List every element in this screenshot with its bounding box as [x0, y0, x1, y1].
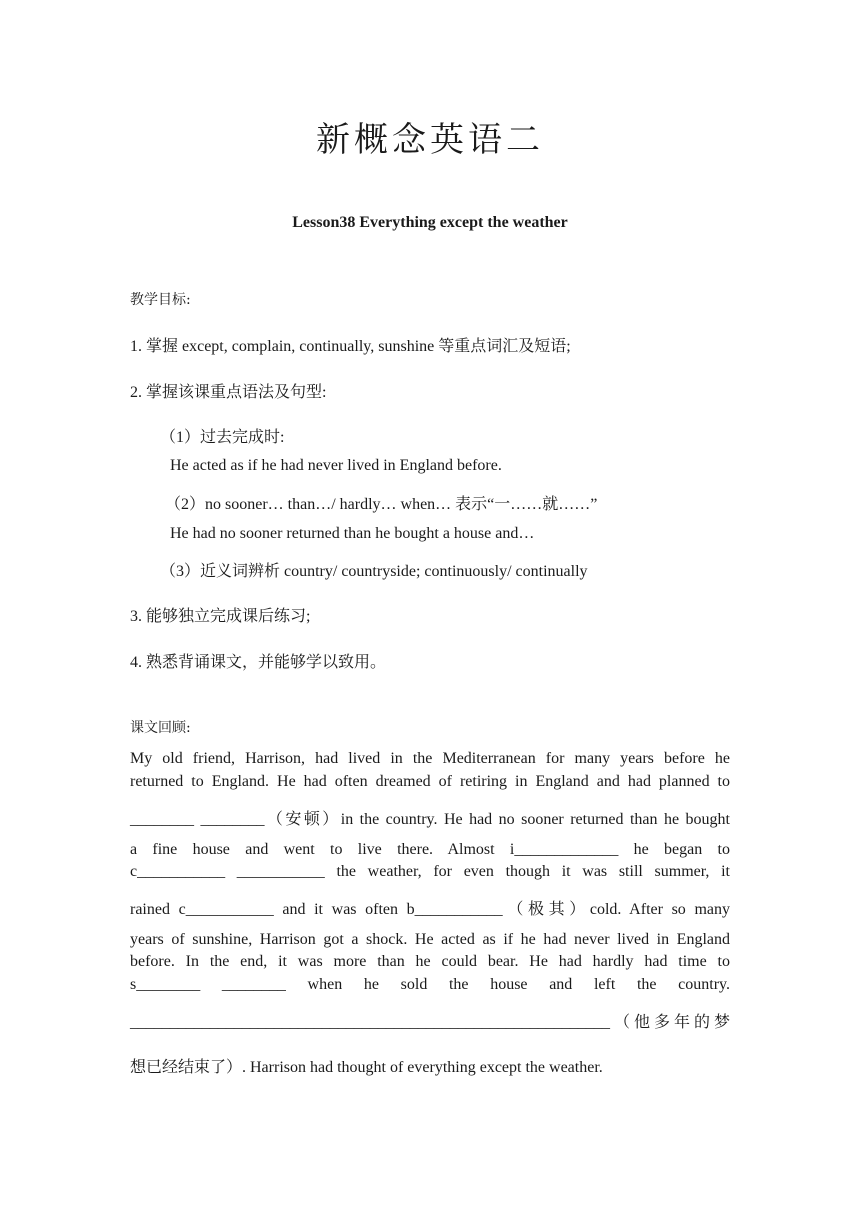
review-line: before. In the end, it was more than he could bear. He had hardly had time to	[130, 953, 730, 970]
lesson-title: Lesson38 Everything except the weather	[292, 214, 568, 231]
document-title: 新概念英语二	[316, 120, 544, 160]
review-line: rained c___________ and it was often b___________（极其）cold. After so many	[130, 901, 730, 918]
objective-sub-1-example: He acted as if he had never lived in England before.	[170, 457, 502, 474]
review-line: 想已经结束了）. Harrison had thought of everything except the weather.	[130, 1059, 603, 1076]
objectives-heading: 教学目标:	[130, 292, 191, 308]
review-line: ____________________________________________________________（他多年的梦	[130, 1014, 730, 1031]
objective-sub-1: （1）过去完成时:	[160, 429, 285, 446]
objective-item-1: 1. 掌握 except, complain, continually, sunshine 等重点词汇及短语;	[130, 338, 571, 355]
review-line: My old friend, Harrison, had lived in the Mediterranean for many years before he	[130, 750, 730, 767]
review-line: years of sunshine, Harrison got a shock. He acted as if he had never lived in England	[130, 931, 730, 948]
review-line: ________ ________（安顿）in the country. He had no sooner returned than he bought	[130, 811, 730, 828]
review-line: c___________ ___________ the weather, for even though it was still summer, it	[130, 863, 730, 880]
review-line: s________ ________ when he sold the house and left the country.	[130, 976, 730, 993]
objective-item-3: 3. 能够独立完成课后练习;	[130, 608, 311, 625]
review-line: a fine house and went to live there. Almost i_____________ he began to	[130, 841, 730, 858]
objective-sub-2: （2）no sooner… than…/ hardly… when… 表示“一……就……”	[165, 496, 598, 513]
review-line: returned to England. He had often dreamed of retiring in England and had planned to	[130, 773, 730, 790]
objective-item-2: 2. 掌握该课重点语法及句型:	[130, 384, 327, 401]
objective-item-4: 4. 熟悉背诵课文，并能够学以致用。	[130, 654, 387, 671]
objective-sub-2-example: He had no sooner returned than he bought a house and…	[170, 525, 535, 542]
objective-sub-3: （3）近义词辨析 country/ countryside; continuously/ continually	[160, 563, 588, 580]
review-heading: 课文回顾:	[130, 720, 191, 736]
